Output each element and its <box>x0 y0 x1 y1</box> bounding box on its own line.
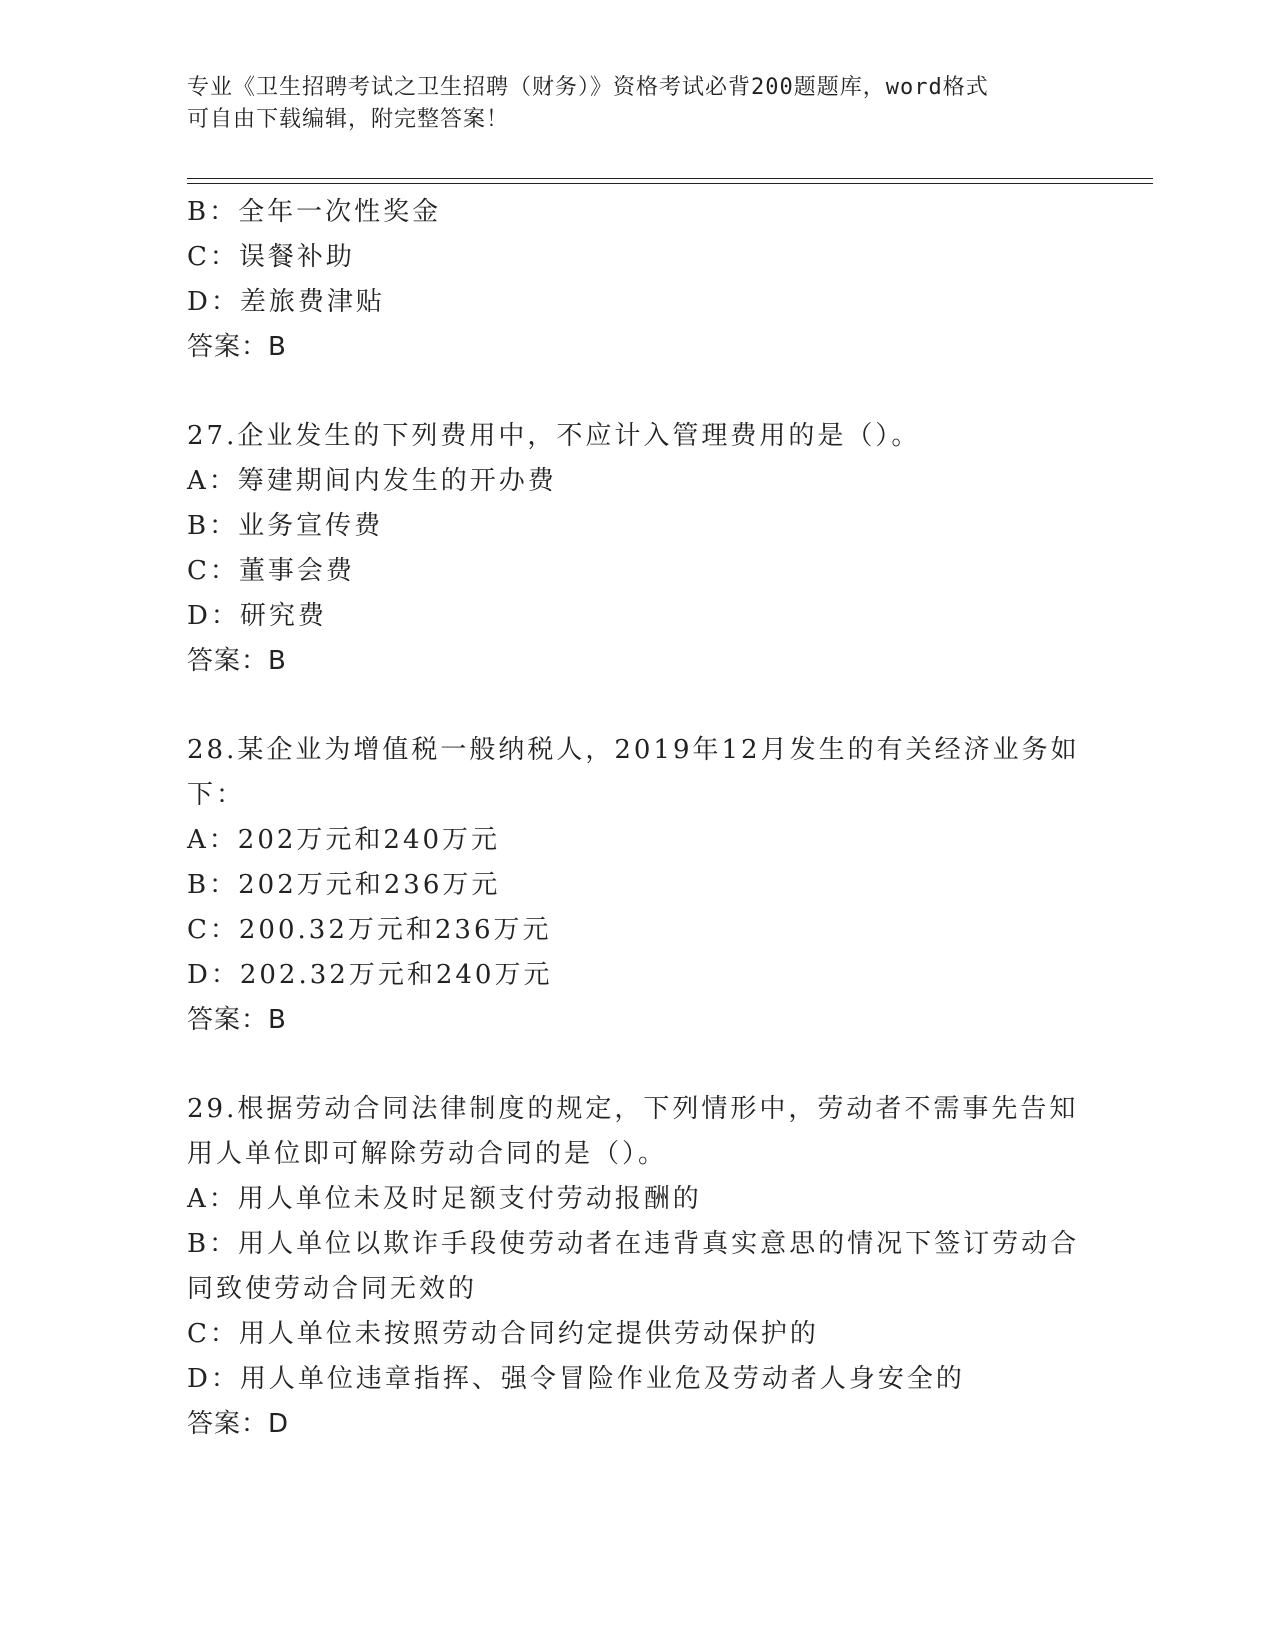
option-b-line-1: B：用人单位以欺诈手段使劳动者在违背真实意思的情况下签订劳动合 <box>187 1229 1080 1259</box>
answer-line: 答案：D <box>187 1409 290 1439</box>
question-list <box>187 190 1087 1447</box>
question-stem-line-2: 下： <box>187 780 246 810</box>
option-a: A：筹建期间内发生的开办费 <box>187 466 557 496</box>
option-d: D：差旅费津贴 <box>187 287 385 317</box>
spacer <box>187 370 1087 414</box>
header-line-2: 可自由下载编辑，附完整答案！ <box>187 107 510 132</box>
header-rule-top <box>187 178 1153 179</box>
option-a: A：用人单位未及时足额支付劳动报酬的 <box>187 1184 702 1214</box>
option-c: C：用人单位未按照劳动合同约定提供劳动保护的 <box>187 1319 819 1349</box>
option-b: B：全年一次性奖金 <box>187 197 442 227</box>
option-b-line-2: 同致使劳动合同无效的 <box>187 1274 478 1304</box>
option-c: C：200.32万元和236万元 <box>187 915 552 945</box>
question-stem-line-1: 29.根据劳动合同法律制度的规定，下列情形中，劳动者不需事先告知 <box>187 1094 1079 1124</box>
answer-line: 答案：B <box>187 1005 287 1035</box>
question-stem: 27.企业发生的下列费用中，不应计入管理费用的是（）。 <box>187 421 921 451</box>
header-line-1: 专业《卫生招聘考试之卫生招聘（财务）》资格考试必背200题题库，word格式 <box>187 75 989 100</box>
question-stem-line-2: 用人单位即可解除劳动合同的是（）。 <box>187 1139 668 1169</box>
question-29 <box>187 1087 1087 1447</box>
option-d: D：用人单位违章指挥、强令冒险作业危及劳动者人身安全的 <box>187 1364 965 1394</box>
option-c: C：误餐补助 <box>187 242 355 272</box>
question-stem-line-1: 28.某企业为增值税一般纳税人，2019年12月发生的有关经济业务如 <box>187 735 1080 765</box>
spacer <box>187 684 1087 728</box>
option-d: D：202.32万元和240万元 <box>187 960 553 990</box>
spacer <box>187 1043 1087 1087</box>
question-27 <box>187 414 1087 684</box>
option-d: D：研究费 <box>187 601 327 631</box>
previous-question-tail <box>187 190 1087 370</box>
answer-line: 答案：B <box>187 646 287 676</box>
option-b: B：业务宣传费 <box>187 511 384 541</box>
option-a: A：202万元和240万元 <box>187 825 501 855</box>
question-28 <box>187 728 1087 1043</box>
answer-line: 答案：B <box>187 332 287 362</box>
option-b: B：202万元和236万元 <box>187 870 501 900</box>
header-rule-bottom <box>187 183 1153 184</box>
option-c: C：董事会费 <box>187 556 355 586</box>
document-header <box>187 72 1067 136</box>
